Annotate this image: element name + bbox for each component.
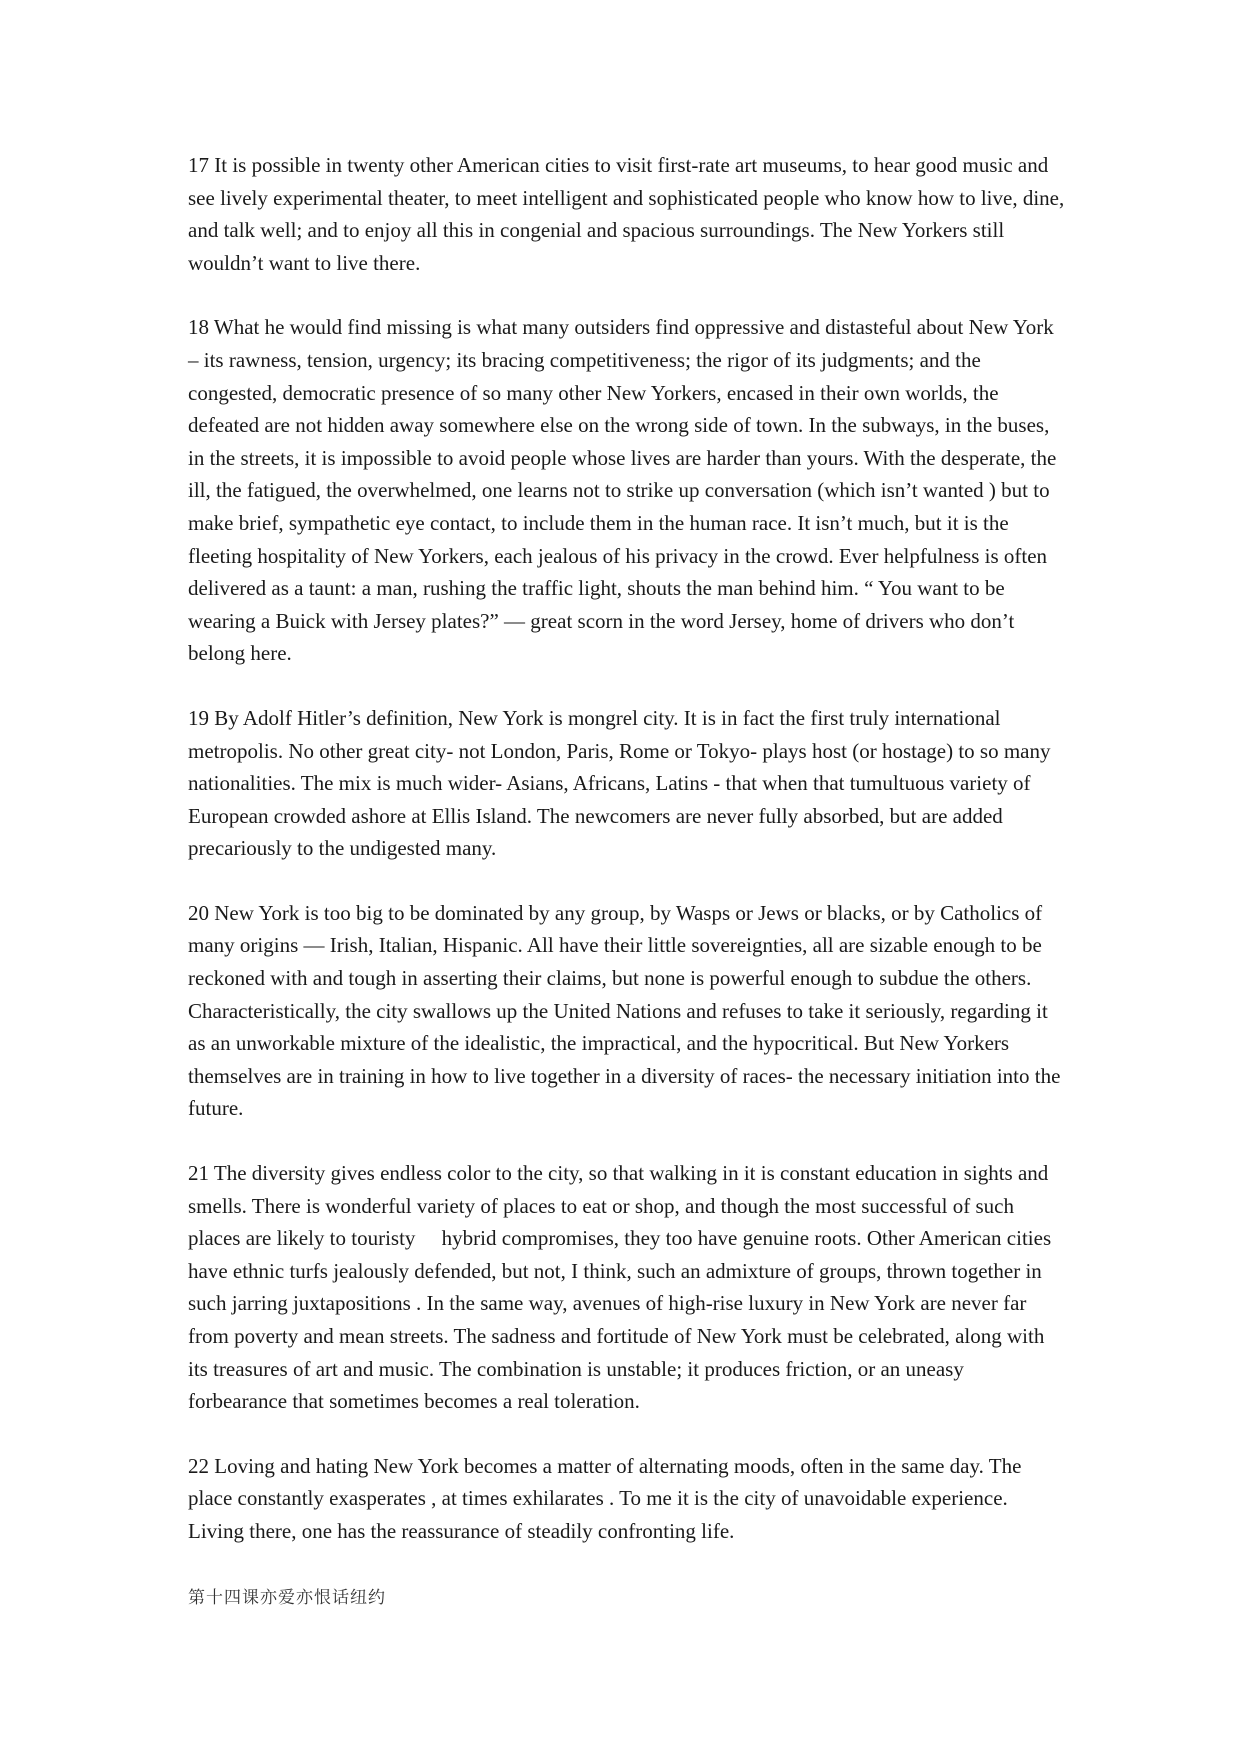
paragraph-text: What he would find missing is what many outsiders find oppressive and distasteful about New York – its rawness, tension, urgency; its bracing competitiveness; the rigor of its judgments; and the congested, democratic presence of so many other New Yorkers, encased in their own worlds, the defeated are not hidden away somewhere else on the wrong side of town. In the subways, in the buses, in the streets, it is impossible to avoid people whose lives are harder than yours. With the desperate, the ill, the fatigued, the overwhelmed, one learns not to strike up conversation (which isn’t wanted ) but to make brief, sympathetic eye contact, to include them in the human race. It isn’t much, but it is the fleeting hospitality of New Yorkers, each jealous of his privacy in the crowd. Ever helpfulness is often delivered as a taunt: a man, rushing the traffic light, shouts the man behind him. “ You want to be wearing a Buick with Jersey plates?” — great scorn in the word Jersey, home of drivers who don’t belong here. <box>188 315 1057 666</box>
paragraph-20 <box>188 897 1068 1125</box>
paragraph-number: 19 <box>188 705 209 730</box>
paragraph-text: The diversity gives endless color to the city, so that walking in it is constant education in sights and smells. There is wonderful variety of places to eat or shop, and though the most successful of such places are likely to touristy hybrid compromises, they too have genuine roots. Other American cities have ethnic turfs jealously defended, but not, I think, such an admixture of groups, thrown together in such jarring juxtapositions . In the same way, avenues of high-rise luxury in New York are never far from poverty and mean streets. The sadness and fortitude of New York must be celebrated, along with its treasures of art and music. The combination is unstable; it produces friction, or an uneasy forbearance that sometimes becomes a real toleration. <box>188 1161 1057 1414</box>
paragraph-17 <box>188 149 1068 279</box>
page-footer: 第十四课亦爱亦恨话纽约 <box>188 1588 386 1608</box>
paragraph-19 <box>188 702 1068 865</box>
paragraph-text: New York is too big to be dominated by any group, by Wasps or Jews or blacks, or by Catholics of many origins — Irish, Italian, Hispanic. All have their little sovereignties, all are sizable enough to be reckoned with and tough in asserting their claims, but none is powerful enough to subdue the others. Characteristically, the city swallows up the United Nations and refuses to take it seriously, regarding it as an unworkable mixture of the idealistic, the impractical, and the hypocritical. But New Yorkers themselves are in training in how to live together in a diversity of races- the necessary initiation into the future. <box>188 900 1061 1121</box>
document-body <box>188 149 1068 1580</box>
paragraph-18 <box>188 311 1068 670</box>
paragraph-21 <box>188 1157 1068 1418</box>
paragraph-number: 21 <box>188 1161 209 1186</box>
paragraph-number: 20 <box>188 900 209 925</box>
paragraph-text: It is possible in twenty other American cities to visit first-rate art museums, to hear good music and see lively experimental theater, to meet intelligent and sophisticated people who know how to live, dine, and talk well; and to enjoy all this in congenial and spacious surroundings. The New Yorkers still wouldn’t want to live there. <box>188 153 1065 275</box>
paragraph-number: 22 <box>188 1453 209 1478</box>
paragraph-text: Loving and hating New York becomes a matter of alternating moods, often in the same day. The place constantly exasperates , at times exhilarates . To me it is the city of unavoidable experience. Living there, one has the reassurance of steadily confronting life. <box>188 1453 1022 1543</box>
paragraph-text: By Adolf Hitler’s definition, New York is mongrel city. It is in fact the first truly international metropolis. No other great city- not London, Paris, Rome or Tokyo- plays host (or hostage) to so many nationalities. The mix is much wider- Asians, Africans, Latins - that when that tumultuous variety of European crowded ashore at Ellis Island. The newcomers are never fully absorbed, but are added precariously to the undigested many. <box>188 705 1051 861</box>
paragraph-number: 18 <box>188 315 209 340</box>
paragraph-22 <box>188 1450 1068 1548</box>
paragraph-number: 17 <box>188 153 209 177</box>
